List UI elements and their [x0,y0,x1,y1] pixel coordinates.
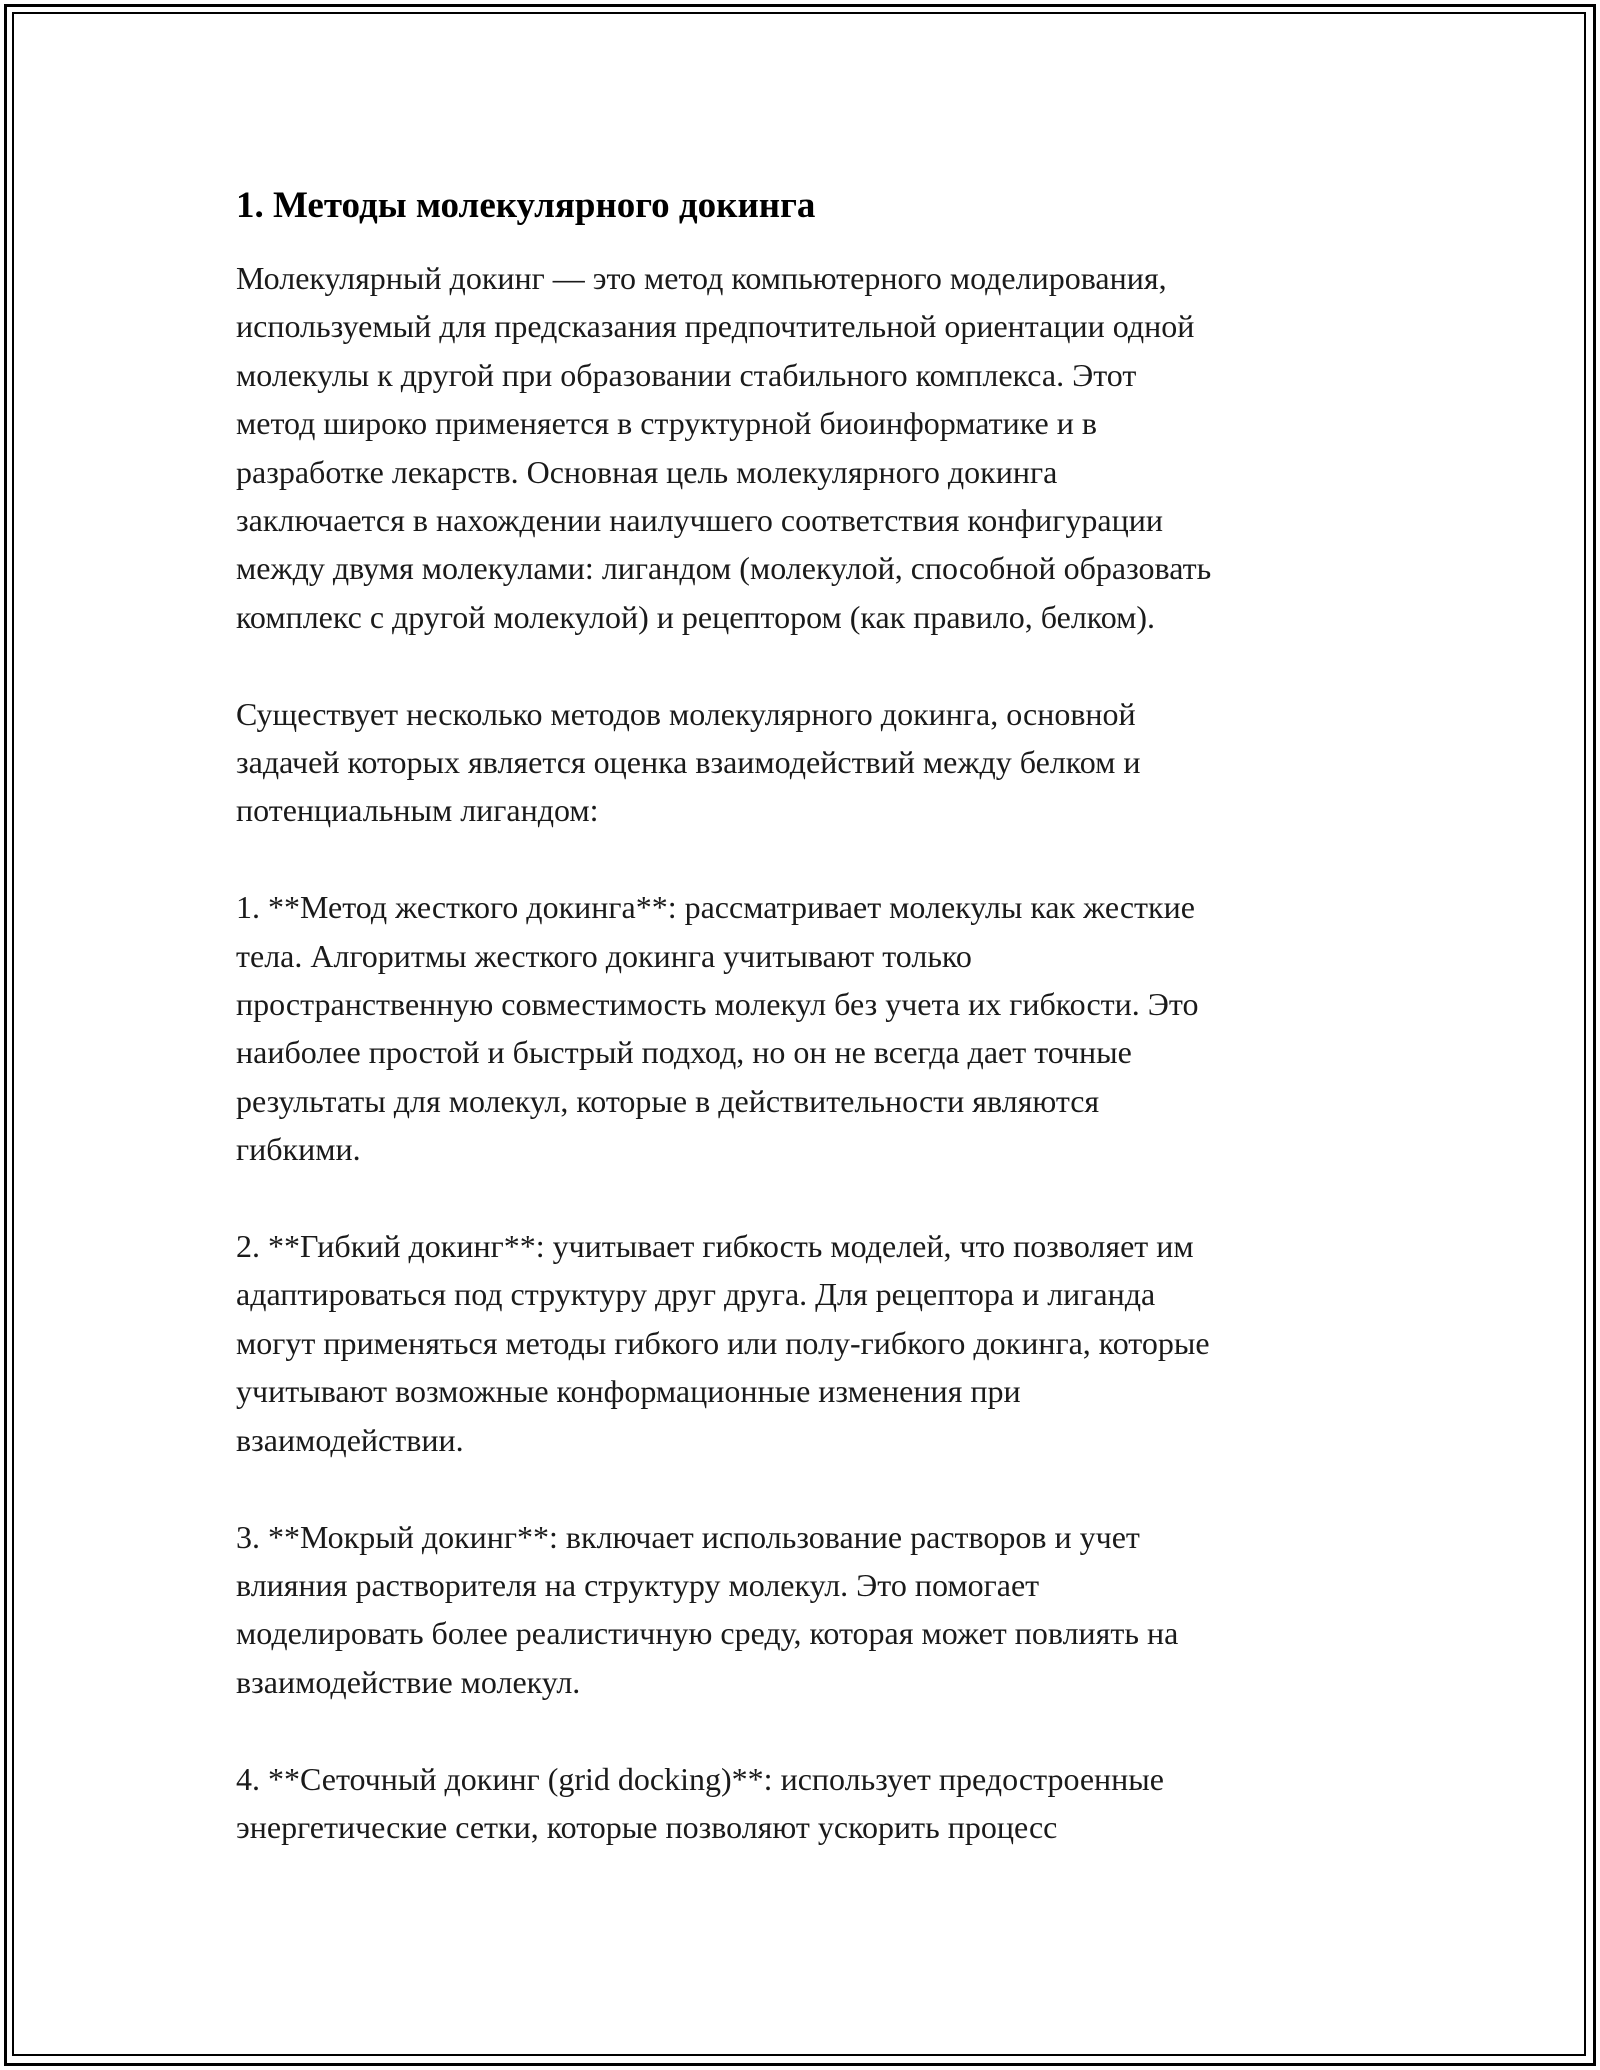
document-body [236,182,1376,1900]
text-line: Существует несколько методов молекулярного докинга, основной [236,695,1136,732]
text-line: задачей которых является оценка взаимодействий между белком и [236,744,1141,781]
list-item-wet-docking [236,1513,1376,1707]
text-line: молекулы к другой при образовании стабильного комплекса. Этот [236,356,1137,393]
text-line: адаптироваться под структуру друг друга. Для рецептора и лиганда [236,1276,1156,1313]
text-line: метод широко применяется в структурной биоинформатике и в [236,405,1097,442]
list-item-grid-docking [236,1755,1376,1852]
text-line: энергетические сетки, которые позволяют ускорить процесс [236,1808,1058,1845]
text-line: могут применяться методы гибкого или полу-гибкого докинга, которые [236,1324,1210,1361]
text-line: взаимодействии. [236,1421,464,1458]
text-line: разработке лекарств. Основная цель молекулярного докинга [236,453,1058,490]
section-heading: 1. Методы молекулярного докинга [236,185,816,226]
text-line: гибкими. [236,1131,361,1168]
text-line: заключается в нахождении наилучшего соответствия конфигурации [236,502,1163,539]
text-line: комплекс с другой молекулой) и рецептором (как правило, белком). [236,598,1155,635]
text-line: учитывают возможные конформационные изменения при [236,1373,1021,1410]
text-line: результаты для молекул, которые в действительности являются [236,1082,1100,1119]
text-line: 2. **Гибкий докинг**: учитывает гибкость моделей, что позволяет им [236,1228,1194,1265]
text-line: тела. Алгоритмы жесткого докинга учитывают только [236,937,972,974]
text-line: влияния растворителя на структуру молекул. Это помогает [236,1566,1040,1603]
text-line: моделировать более реалистичную среду, которая может повлиять на [236,1615,1179,1652]
text-line: используемый для предсказания предпочтительной ориентации одной [236,308,1195,345]
text-line: взаимодействие молекул. [236,1663,581,1700]
list-item-flexible-docking [236,1222,1376,1464]
text-line: 4. **Сеточный докинг (grid docking)**: использует предостроенные [236,1760,1164,1797]
text-line: 1. **Метод жесткого докинга**: рассматривает молекулы как жесткие [236,889,1195,926]
text-line: пространственную совместимость молекул без учета их гибкости. Это [236,986,1199,1023]
text-line: наиболее простой и быстрый подход, но он не всегда дает точные [236,1034,1132,1071]
paragraph-overview [236,690,1376,835]
paragraph-intro [236,254,1376,641]
text-line: потенциальным лигандом: [236,792,599,829]
text-line: между двумя молекулами: лигандом (молекулой, способной образовать [236,550,1212,587]
text-line: 3. **Мокрый докинг**: включает использование растворов и учет [236,1518,1140,1555]
list-item-rigid-docking [236,883,1376,1173]
text-line: Молекулярный докинг — это метод компьютерного моделирования, [236,260,1167,296]
